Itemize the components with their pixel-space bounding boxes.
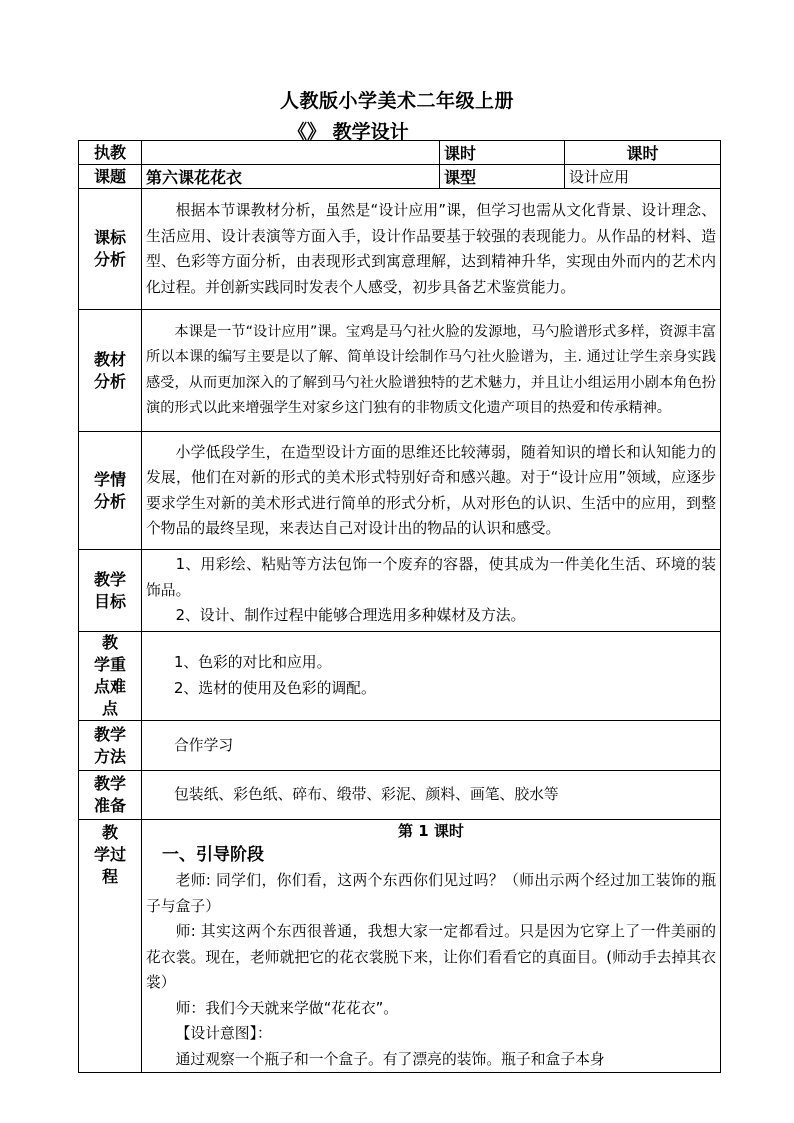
key-point-item: 1、色彩的对比和应用。 xyxy=(174,654,332,671)
teaching-process-label: 教 学过程 xyxy=(79,820,142,1073)
teaching-process-text xyxy=(142,820,721,1073)
row-key-difficult-points xyxy=(79,632,721,721)
lesson-number: 第 1 课时 xyxy=(398,822,464,840)
student-analysis-text: 小学低段学生，在造型设计方面的思维还比较薄弱，随着知识的增长和认知能力的发展，他们在对新的形式的美术形式特别好奇和感兴趣。对于“设计应用”领域，应逐步要求学生对新的美术形式进行简单的形式分析，从对形色的认识、生活中的应用，到整个物品的最终呈现，来表达自己对设计出的物品的认识和感受。 xyxy=(142,432,721,550)
teacher-value xyxy=(142,141,440,165)
teaching-method-label: 教学方法 xyxy=(79,721,142,771)
row-teaching-preparation xyxy=(79,771,721,820)
teaching-method-text: 合作学习 xyxy=(142,721,721,771)
document-subtitle: 《》 教学设计 xyxy=(288,121,409,143)
teaching-prep-text: 包装纸、彩色纸、碎布、缎带、彩泥、颜料、画笔、胶水等 xyxy=(142,771,721,820)
goal-item: 2、设计、制作过程中能够合理选用多种媒材及方法。 xyxy=(175,607,526,625)
curriculum-analysis-text: 根据本节课教材分析，虽然是“设计应用”课，但学习也需从文化背景、设计理念、生活应用、设计表演等方面入手，设计作品要基于较强的表现能力。从作品的材料、造型、色彩等方面分析，由表现形式到寓意理解，达到精神升华，实现由外而内的艺术内化过程。并创新实践同时发表个人感受，初步具备艺术鉴赏能力。 xyxy=(142,189,721,310)
teacher-label: 执教 xyxy=(79,141,142,165)
document-title: 人教版小学美术二年级上册 xyxy=(279,90,514,112)
lesson-type-label: 课型 xyxy=(440,165,565,189)
key-points-text xyxy=(142,632,721,721)
teaching-goals-text xyxy=(142,550,721,632)
curriculum-analysis-label: 课标分析 xyxy=(79,189,142,310)
process-paragraph: 【设计意图】： xyxy=(175,1025,272,1042)
class-hours-value: 课时 xyxy=(565,141,721,165)
row-teacher xyxy=(79,141,721,165)
row-textbook-analysis xyxy=(79,310,721,432)
row-teaching-goals xyxy=(79,550,721,632)
topic-value: 第六课花花衣 xyxy=(142,165,440,189)
topic-label: 课题 xyxy=(79,165,142,189)
row-teaching-method xyxy=(79,721,721,771)
teaching-prep-label: 教学准备 xyxy=(79,771,142,820)
row-curriculum-analysis xyxy=(79,189,721,310)
lesson-plan-table xyxy=(78,140,721,1073)
row-student-analysis xyxy=(79,432,721,550)
process-paragraph: 老师: 同学们，你们看，这两个东西你们见过吗？（师出示两个经过加工装饰的瓶子与盒子） xyxy=(146,872,716,915)
lesson-type-value: 设计应用 xyxy=(565,165,721,189)
teaching-goals-label: 教学目标 xyxy=(79,550,142,632)
class-hours-label: 课时 xyxy=(440,141,565,165)
textbook-analysis-text: 本课是一节“设计应用”课。宝鸡是马勺社火脸的发源地，马勺脸谱形式多样，资源丰富所以本课的编写主要是以了解、简单设计绘制作马勺社火脸谱为，主. 通过让学生亲身实践感受，从而更加深入的了解到马勺社火脸谱独特的艺术魅力，并且让小组运用小剧本角色扮演的形式以此来增强学生对家乡这门独有的非物质文化遗产项目的热爱和传承精神。 xyxy=(142,310,721,432)
key-points-label: 教 学重点难点 xyxy=(79,632,142,721)
row-teaching-process xyxy=(79,820,721,1073)
process-paragraph: 通过观察一个瓶子和一个盒子。有了漂亮的装饰。瓶子和盒子本身 xyxy=(175,1050,605,1068)
process-paragraph: 师: 其实这两个东西很普通，我想大家一定都看过。只是因为它穿上了一件美丽的花衣裳。现在，老师就把它的花衣裳脱下来，让你们看看它的真面目。(师动手去掉其衣裳） xyxy=(146,923,716,991)
process-paragraph: 师：我们今天就来学做“花花衣”。 xyxy=(175,999,399,1017)
student-analysis-label: 学情分析 xyxy=(79,432,142,550)
goal-item: 1、用彩绘、粘贴等方法包饰一个废弃的容器，使其成为一件美化生活、环境的装饰品。 xyxy=(146,556,716,599)
row-topic xyxy=(79,165,721,189)
textbook-analysis-label: 教材分析 xyxy=(79,310,142,432)
stage-title: 一、引导阶段 xyxy=(162,845,264,865)
key-point-item: 2、选材的使用及色彩的调配。 xyxy=(174,680,376,697)
